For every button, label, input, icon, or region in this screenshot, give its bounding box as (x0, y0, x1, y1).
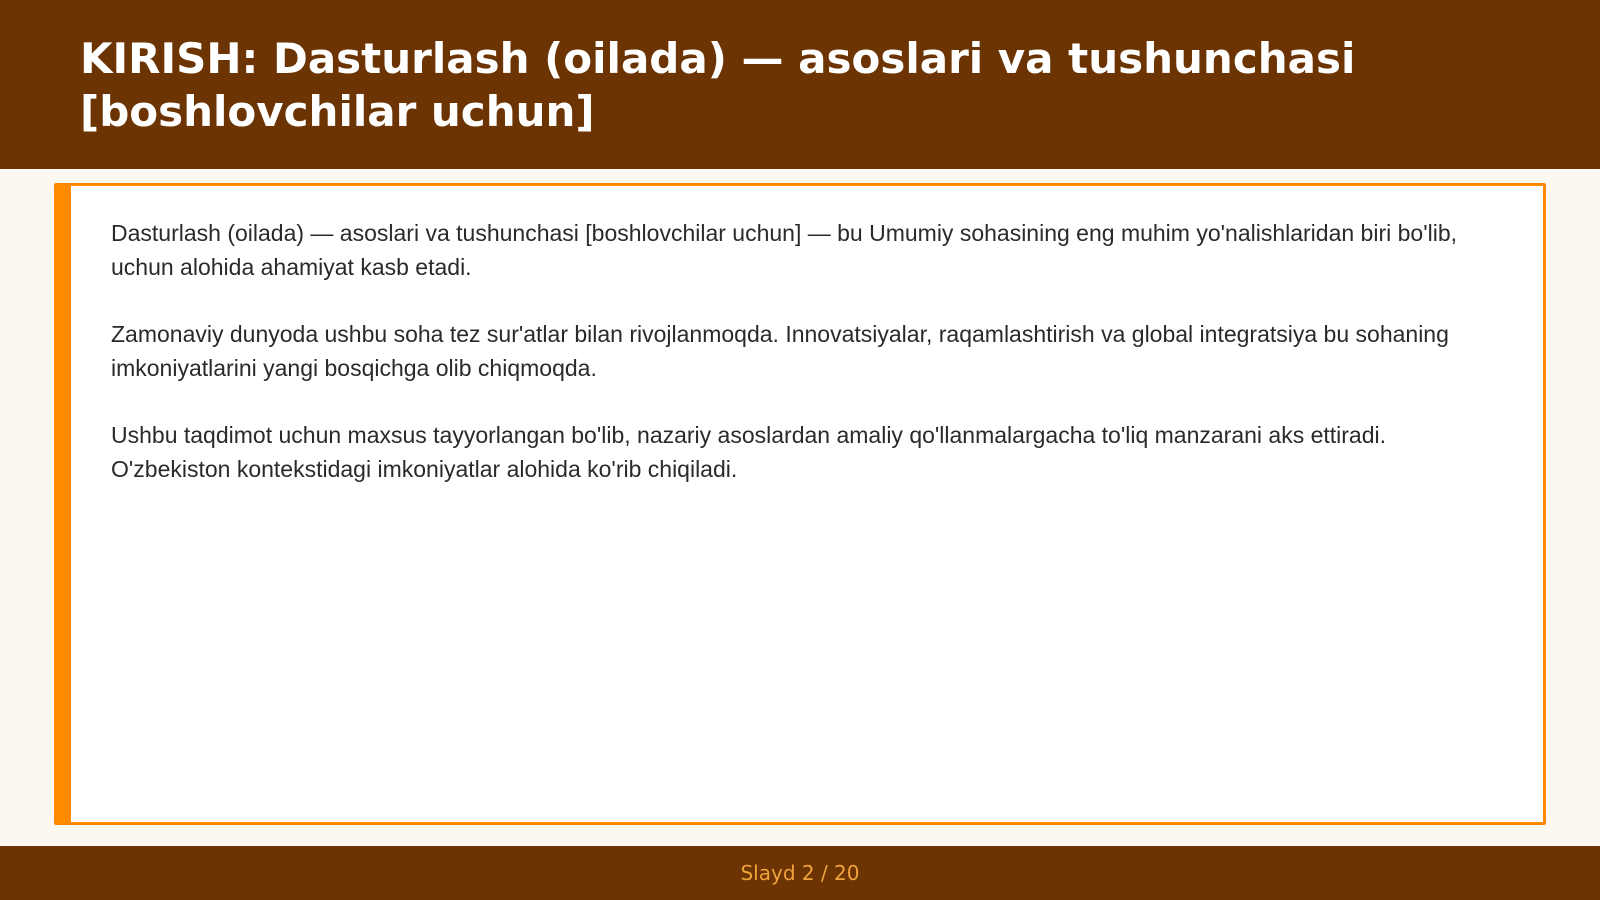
slide-title: KIRISH: Dasturlash (oilada) — asoslari va tushunchasi [boshlovchilar uchun] (80, 34, 1356, 136)
paragraph-modern-world: Zamonaviy dunyoda ushbu soha tez sur'atlar bilan rivojlanmoqda. Innovatsiyalar, raqamlashtirish va global integratsiya bu sohaning imkoniyatlarini yangi bosqichga olib chiqmoqda. (111, 321, 1449, 381)
slide-counter: Slayd 2 / 20 (740, 861, 860, 885)
slide-footer (0, 846, 1600, 900)
slide-header (0, 0, 1600, 169)
content-box (54, 183, 1546, 825)
paragraph-intro: Dasturlash (oilada) — asoslari va tushunchasi [boshlovchilar uchun] — bu Umumiy sohasining eng muhim yo'nalishlaridan biri bo'lib, uchun alohida ahamiyat kasb etadi. (111, 220, 1457, 280)
paragraph-presentation: Ushbu taqdimot uchun maxsus tayyorlangan bo'lib, nazariy asoslardan amaliy qo'llanmalargacha to'liq manzarani aks ettiradi. O'zbekiston kontekstidagi imkoniyatlar alohida ko'rib chiqiladi. (111, 422, 1387, 482)
